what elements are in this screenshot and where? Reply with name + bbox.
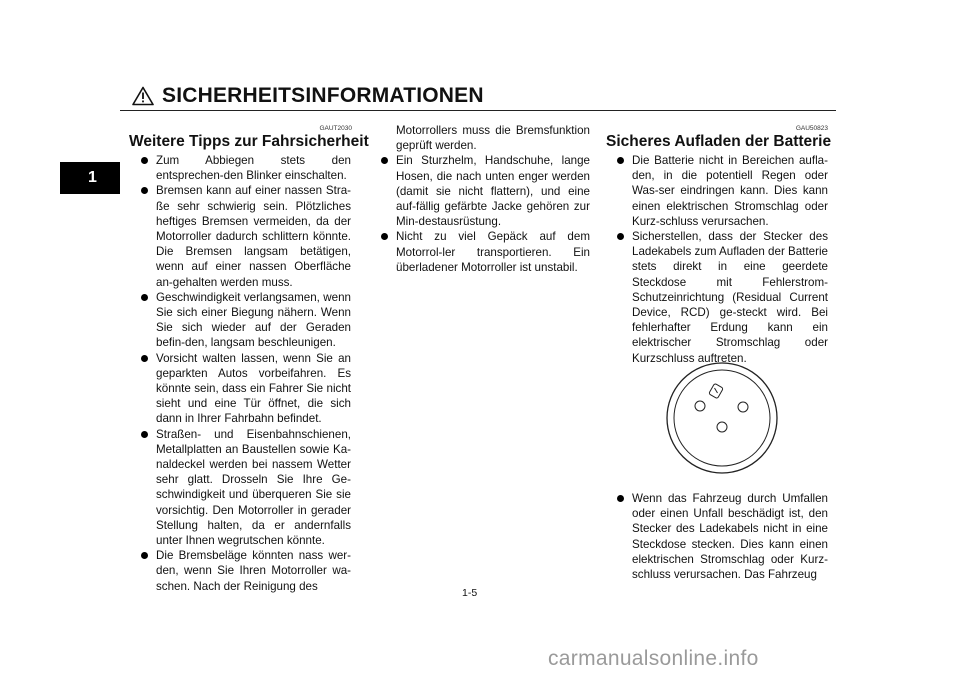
bullet-icon — [141, 187, 148, 194]
list-item: Nicht zu viel Gepäck auf dem Motorrol-ler transportieren. Ein überladener Motorroller ist unstabil. — [378, 229, 590, 275]
bullet-icon — [617, 495, 624, 502]
section-title-driving-tips: Weitere Tipps zur Fahrsicherheit — [129, 133, 369, 150]
battery-safety-list — [614, 153, 828, 366]
bullet-icon — [381, 157, 388, 164]
chapter-number: 1 — [88, 169, 97, 186]
right-column-top — [614, 153, 828, 366]
bullet-icon — [141, 355, 148, 362]
list-item: Die Batterie nicht in Bereichen aufla-den, in die potentiell Regen oder Was-ser eindringen kann. Dies kann einen elektrischen Stromschlag oder Kurz-schluss verursachen. — [614, 153, 828, 229]
bullet-icon — [141, 157, 148, 164]
list-item: Die Bremsbeläge könnten nass wer-den, wenn Sie Ihren Motorroller wa-schen. Nach der Reinigung des — [138, 548, 351, 594]
bullet-icon — [141, 552, 148, 559]
bullet-icon — [141, 431, 148, 438]
list-item: Ein Sturzhelm, Handschuhe, lange Hosen, die nach unten enger werden (damit sie nicht flattern), und eine auf-fällig gefärbte Jacke gehören zur Min-destausrüstung. — [378, 153, 590, 229]
watermark: carmanualsonline.info — [548, 647, 759, 670]
bullet-icon — [141, 294, 148, 301]
list-item: Sicherstellen, dass der Stecker des Ladekabels zum Aufladen der Batterie stets direkt in eine geerdete Steckdose mit Fehlerstrom-Schutzeinrichtung (Residual Current Device, RCD) ge-steckt wird. Bei fehlerhafter Erdung kann ein elektrischer Stromschlag oder Kurzschluss auftreten. — [614, 229, 828, 366]
bullet-icon — [617, 157, 624, 164]
warning-triangle-icon — [132, 86, 154, 106]
battery-safety-list-continued — [614, 491, 828, 582]
bullet-icon — [617, 233, 624, 240]
left-column — [138, 153, 351, 594]
equipment-list — [378, 153, 590, 275]
page-header — [120, 84, 836, 111]
continuation-text: Motorrollers muss die Bremsfunktion geprüft werden. — [396, 124, 590, 153]
middle-column — [378, 123, 590, 275]
list-item: Bremsen kann auf einer nassen Stra-ße sehr schwierig sein. Plötzliches heftiges Bremsen vermeiden, da der Motorroller dadurch schlittern könnte. Die Bremsen langsam betätigen, wenn auf einer nassen Oberfläche an-gehalten werden muss. — [138, 183, 351, 289]
list-item: Straßen- und Eisenbahnschienen, Metallplatten an Baustellen sowie Ka-naldeckel werden bei nassem Wetter sehr glatt. Drosseln Sie Ihre Ge-schwindigkeit und überqueren Sie sie vorsichtig. Den Motorroller in gerader Stellung halten, da er andernfalls unter Ihnen wegrutschen könnte. — [138, 427, 351, 549]
page-number: 1-5 — [462, 587, 478, 599]
section-code-right: GAU50823 — [795, 125, 828, 132]
section-code-left: GAUT2030 — [319, 125, 352, 132]
three-pin-socket-illustration — [664, 360, 780, 476]
section-title-battery-charging: Sicheres Aufladen der Batterie — [606, 133, 832, 150]
list-item: Vorsicht walten lassen, wenn Sie an geparkten Autos vorbeifahren. Es könnte sein, dass ein Fahrer Sie nicht sieht und eine Tür öffnet, die sich dann in Ihrer Fahrbahn befindet. — [138, 351, 351, 427]
chapter-tab — [60, 162, 120, 194]
bullet-icon — [381, 233, 388, 240]
right-column-bottom — [614, 491, 828, 582]
list-item: Geschwindigkeit verlangsamen, wenn Sie sich einer Biegung nähern. Wenn Sie sich wieder auf der Geraden befin-den, langsam beschleunigen. — [138, 290, 351, 351]
list-item: Wenn das Fahrzeug durch Umfallen oder einen Unfall beschädigt ist, den Stecker des Ladekabels nicht in eine Steckdose stecken. Dies kann einen elektrischen Stromschlag oder Kurz-schluss verursachen. Das Fahrzeug — [614, 491, 828, 582]
driving-tips-list — [138, 153, 351, 594]
list-item: Zum Abbiegen stets den entsprechen-den Blinker einschalten. — [138, 153, 351, 183]
page-title: SICHERHEITSINFORMATIONEN — [162, 84, 484, 107]
